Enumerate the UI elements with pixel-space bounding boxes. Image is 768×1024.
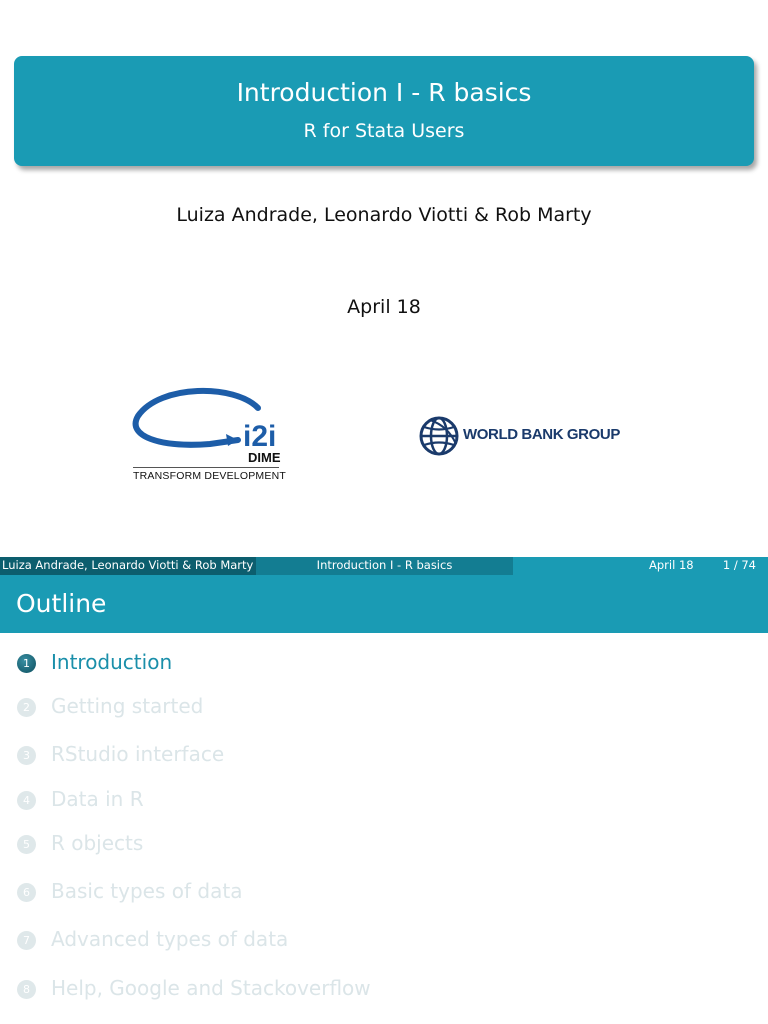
author-list: Luiza Andrade, Leonardo Viotti & Rob Marty xyxy=(176,204,592,226)
presentation-date: April 18 xyxy=(347,296,421,318)
section-number-badge: 8 xyxy=(17,980,36,999)
section-number-badge: 4 xyxy=(17,791,36,810)
section-label: Data in R xyxy=(51,787,144,811)
section-label: RStudio interface xyxy=(51,742,225,766)
footer-page-number: 1 / 74 xyxy=(722,558,756,572)
dime-divider xyxy=(133,467,279,468)
section-label: R objects xyxy=(51,831,144,855)
footer-authors-section xyxy=(0,557,256,575)
section-number-badge: 6 xyxy=(17,883,36,902)
section-label: Getting started xyxy=(51,694,204,718)
dime-name-text: DIME xyxy=(248,450,281,465)
section-number-badge: 5 xyxy=(17,835,36,854)
slide-footer xyxy=(0,557,768,575)
dime-swoosh-icon xyxy=(130,386,290,466)
dime-logo xyxy=(130,386,290,486)
section-label: Basic types of data xyxy=(51,879,243,903)
table-of-contents xyxy=(0,633,768,1024)
section-number-badge: 7 xyxy=(17,931,36,950)
outline-title-bar xyxy=(0,575,768,633)
globe-icon xyxy=(418,414,460,458)
footer-info-section xyxy=(513,557,768,575)
section-number-badge: 3 xyxy=(17,746,36,765)
footer-authors: Luiza Andrade, Leonardo Viotti & Rob Marty xyxy=(2,558,254,572)
title-block xyxy=(14,56,754,166)
section-label: Introduction xyxy=(51,650,173,674)
world-bank-group-logo xyxy=(418,414,638,458)
dime-brand-text: i2i xyxy=(243,420,277,453)
dime-tagline: TRANSFORM DEVELOPMENT xyxy=(133,470,286,482)
section-number-badge: 1 xyxy=(17,654,36,673)
presentation-subtitle: R for Stata Users xyxy=(303,120,465,142)
outline-title: Outline xyxy=(16,589,107,618)
section-label: Advanced types of data xyxy=(51,927,289,951)
footer-title: Introduction I - R basics xyxy=(316,558,453,572)
section-label: Help, Google and Stackoverflow xyxy=(51,976,371,1000)
footer-date: April 18 xyxy=(649,558,694,572)
presentation-title: Introduction I - R basics xyxy=(236,78,532,107)
section-number-badge: 2 xyxy=(17,698,36,717)
footer-title-section xyxy=(256,557,513,575)
world-bank-group-name: WORLD BANK GROUP xyxy=(463,426,620,443)
